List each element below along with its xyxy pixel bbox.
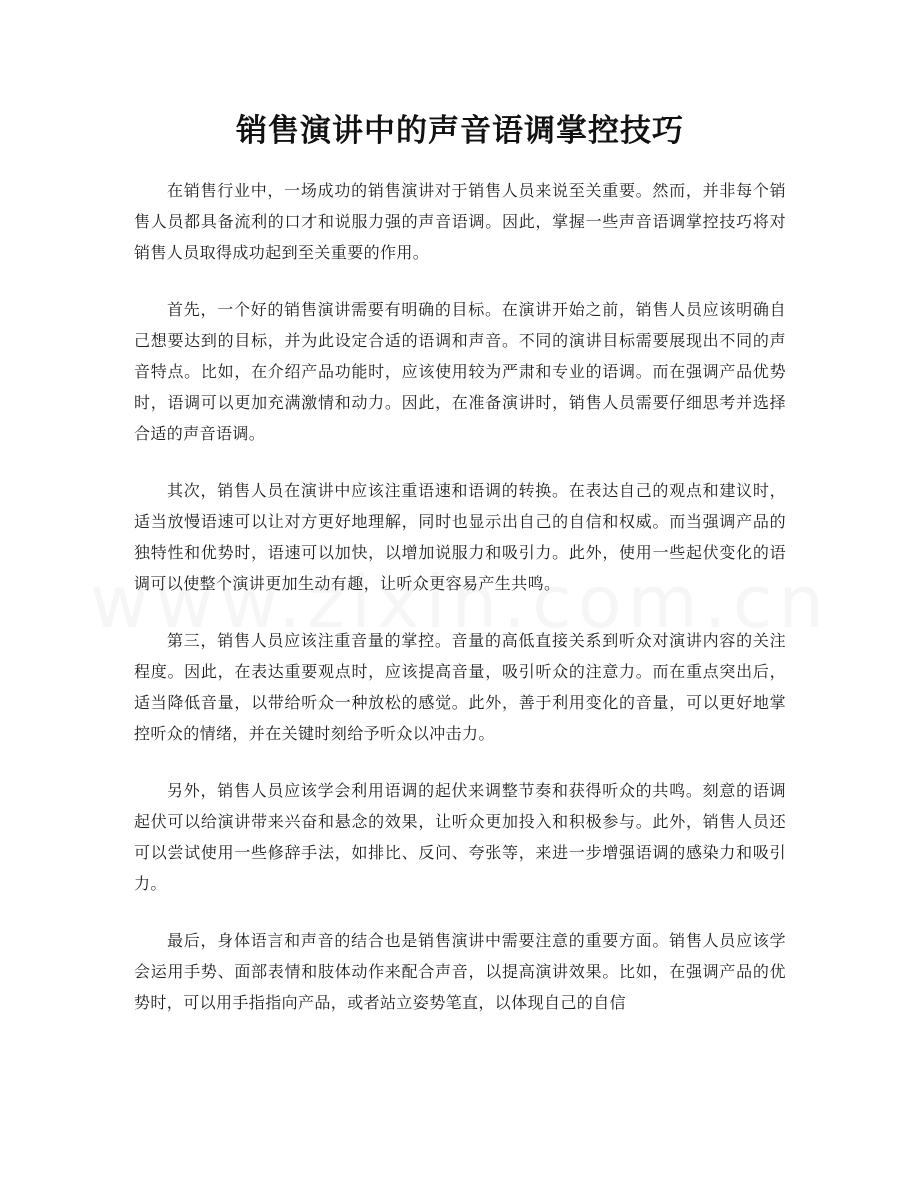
document-title: 销售演讲中的声音语调掌控技巧 — [236, 113, 684, 149]
paragraph-4: 第三，销售人员应该注重音量的掌控。音量的高低直接关系到听众对演讲内容的关注程度。因此，在表达重要观点时，应该提高音量，吸引听众的注意力。而在重点突出后，适当降低音量，以带给听众一种放松的感觉。此外，善于利用变化的音量，可以更好地掌控听众的情绪，并在关键时刻给予听众以冲击力。 — [134, 631, 786, 743]
paragraph-3: 其次，销售人员在演讲中应该注重语速和语调的转换。在表达自己的观点和建议时，适当放慢语速可以让对方更好地理解，同时也显示出自己的自信和权威。而当强调产品的独特性和优势时，语速可以加快，以增加说服力和吸引力。此外，使用一些起伏变化的语调可以使整个演讲更加生动有趣，让听众更容易产生共鸣。 — [134, 481, 786, 593]
document-body — [134, 175, 786, 1044]
paragraph-6: 最后，身体语言和声音的结合也是销售演讲中需要注意的重要方面。销售人员应该学会运用手势、面部表情和肢体动作来配合声音，以提高演讲效果。比如，在强调产品的优势时，可以用手指指向产品，或者站立姿势笔直，以体现自己的自信 — [134, 931, 786, 1012]
paragraph-2: 首先，一个好的销售演讲需要有明确的目标。在演讲开始之前，销售人员应该明确自己想要达到的目标，并为此设定合适的语调和声音。不同的演讲目标需要展现出不同的声音特点。比如，在介绍产品功能时，应该使用较为严肃和专业的语调。而在强调产品优势时，语调可以更加充满激情和动力。因此，在准备演讲时，销售人员需要仔细思考并选择合适的声音语调。 — [134, 300, 786, 443]
paragraph-5: 另外，销售人员应该学会利用语调的起伏来调整节奏和获得听众的共鸣。刻意的语调起伏可以给演讲带来兴奋和悬念的效果，让听众更加投入和积极参与。此外，销售人员还可以尝试使用一些修辞手法，如排比、反问、夸张等，来进一步增强语调的感染力和吸引力。 — [134, 781, 786, 893]
paragraph-1: 在销售行业中，一场成功的销售演讲对于销售人员来说至关重要。然而，并非每个销售人员都具备流利的口才和说服力强的声音语调。因此，掌握一些声音语调掌控技巧将对销售人员取得成功起到至关重要的作用。 — [134, 181, 786, 262]
